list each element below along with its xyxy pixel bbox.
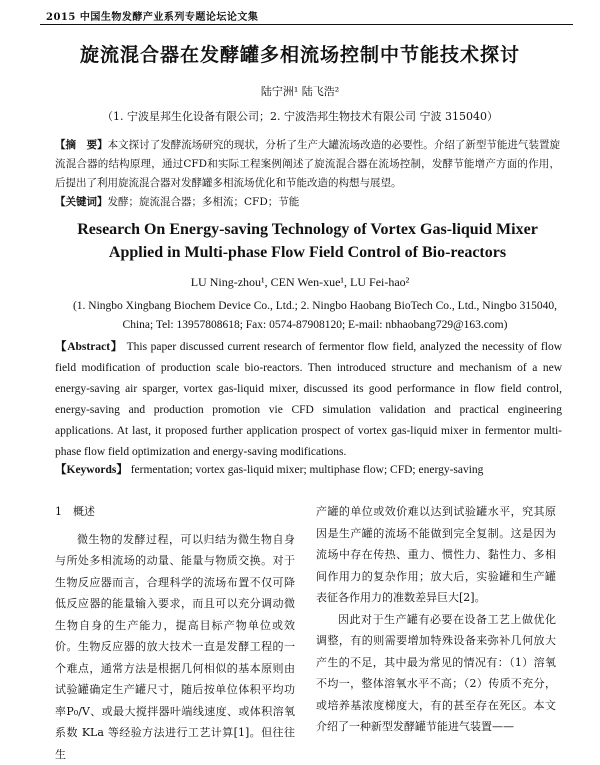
section-heading: 1 概述 xyxy=(55,501,295,523)
chinese-authors: 陆宁洲¹ 陆飞浩² xyxy=(0,83,600,99)
english-keywords-label: 【Keywords】 xyxy=(55,464,128,476)
english-abstract-label: 【Abstract】 xyxy=(55,341,123,353)
english-keywords-text: fermentation; vortex gas-liquid mixer; multiphase flow; CFD; energy-saving xyxy=(131,464,484,476)
body-column-right xyxy=(316,501,556,738)
english-affiliation: (1. Ningbo Xingbang Biochem Device Co., Ltd.; 2. Ningbo Haobang BioTech Co., Ltd., Ningbo 315040, China; Tel: 13957808618; Fax: 0574-87908120; E-mail: nbhaobang729@163.com) xyxy=(70,297,560,335)
chinese-keywords xyxy=(55,194,560,209)
body-paragraph: 产罐的单位或效价难以达到试验罐水平，究其原因是生产罐的流场不能做到完全复制。这是因为流场中存在传热、重力、惯性力、黏性力、多相间作用力的复杂作用；放大后，实验罐和生产罐表征各作用力的准数差异巨大[2]。 xyxy=(316,501,556,609)
header-rule xyxy=(40,24,573,25)
body-paragraph: 微生物的发酵过程，可以归结为微生物自身与所处多相流场的动量、能量与物质交换。对于生物反应器而言，合理科学的流场布置不仅可降低反应器的能量输入要求，而且可以充分调动微生物自身的生产能力，提高目标产物单位或效价。生物反应器的放大技术一直是发酵工程的一个难点，通常方法是根据几何相似的基本原则由试验罐确定生产罐尺寸，随后按单位体积平均功率P₀/V、或最大搅拌器叶端线速度、或体积溶氧系数 KLa 等经验方法进行工艺计算[1]。但往往生 xyxy=(55,529,295,765)
english-abstract xyxy=(55,337,562,463)
chinese-abstract xyxy=(55,136,560,193)
english-abstract-text: This paper discussed current research of fermentor flow field, analyzed the necessity of flow field modification of production scale bio-reactors. Then introduced structure and mechanism of a new energy-saving air sparger, vortex gas-liquid mixer, discussed its good performance in flow field control, energy-saving and production promotion vie CFD simulation validation and practical engineering applications. At last, it proposed further application prospect of vortex gas-liquid mixer in fermentor multi-phase flow field optimization and energy-saving modifications. xyxy=(55,341,562,458)
running-header: 2015 中国生物发酵产业系列专题论坛论文集 xyxy=(46,8,566,23)
body-column-left xyxy=(55,501,295,765)
chinese-abstract-label: 【摘 要】 xyxy=(55,139,108,151)
chinese-affiliation: （1. 宁波星邦生化设备有限公司；2. 宁波浩邦生物技术有限公司 宁波 315040） xyxy=(0,108,600,124)
english-keywords xyxy=(55,461,562,477)
english-authors: LU Ning-zhou¹, CEN Wen-xue¹, LU Fei-hao² xyxy=(0,275,600,290)
chinese-abstract-text: 本文探讨了发酵流场研究的现状，分析了生产大罐流场改造的必要性。介绍了新型节能进气装置旋流混合器的结构原理，通过CFD和实际工程案例阐述了旋流混合器在流场控制，发酵节能增产方面的作用，后提出了利用旋流混合器对发酵罐多相流场优化和节能改造的构想与展望。 xyxy=(55,139,560,189)
chinese-keywords-text: 发酵；旋流混合器；多相流；CFD；节能 xyxy=(108,196,300,208)
chinese-keywords-label: 【关键词】 xyxy=(55,196,108,208)
body-paragraph: 因此对于生产罐有必要在设备工艺上做优化调整，有的则需要增加特殊设备来弥补几何放大产生的不足，其中最为常见的情况有：（1）溶氧不均一，整体溶氧水平不高；（2）传质不充分，或培养基浓度梯度大，有的甚至存在死区。本文介绍了一种新型发酵罐节能进气装置—— xyxy=(316,609,556,738)
chinese-title: 旋流混合器在发酵罐多相流场控制中节能技术探讨 xyxy=(0,40,600,67)
english-title: Research On Energy-saving Technology of Vortex Gas-liquid Mixer Applied in Multi-phase Flow Field Control of Bio-reactors xyxy=(55,218,560,264)
